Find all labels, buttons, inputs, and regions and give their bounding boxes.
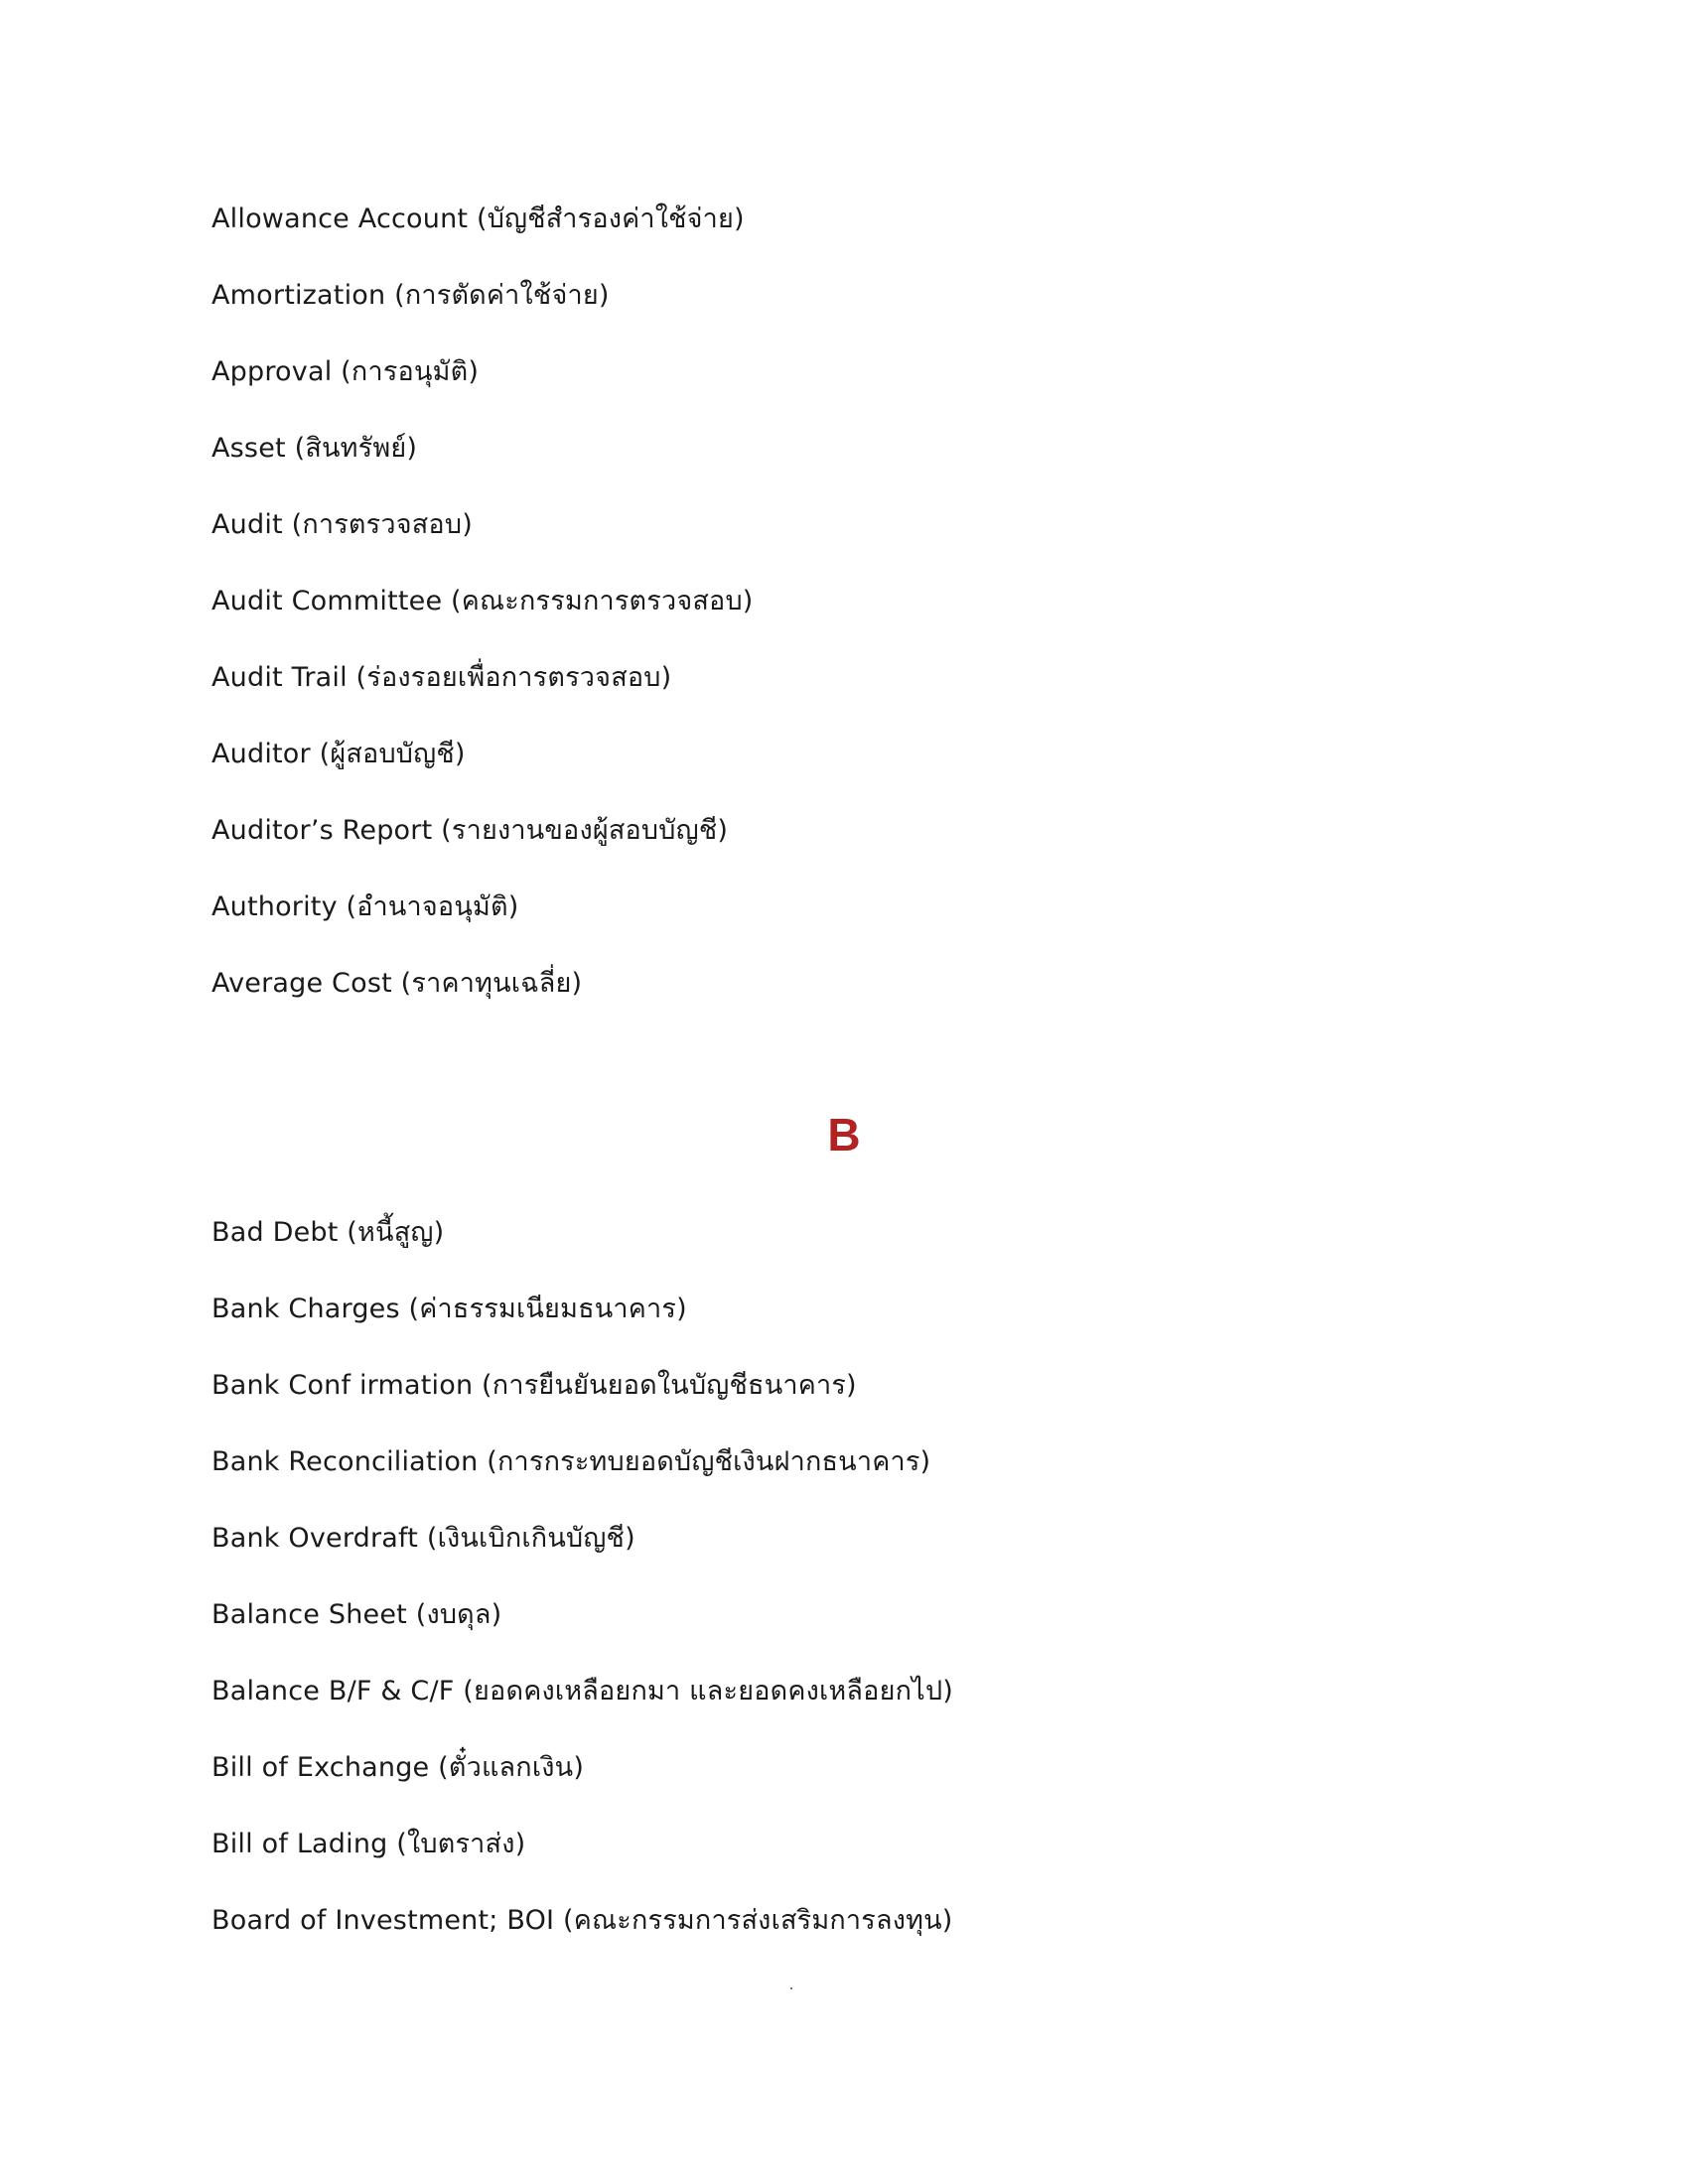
glossary-term: Audit Trail (ร่องรอยเพื่อการตรวจสอบ) xyxy=(211,662,672,693)
glossary-term: Authority (อำนาจอนุมัติ) xyxy=(211,891,519,922)
glossary-term: Bad Debt (หนี้สูญ) xyxy=(211,1217,445,1248)
glossary-term: Balance Sheet (งบดุล) xyxy=(211,1599,502,1630)
glossary-section-a xyxy=(211,195,1403,1035)
glossary-section-b xyxy=(211,1208,1403,1973)
glossary-term: Amortization (การตัดค่าใช้จ่าย) xyxy=(211,280,610,311)
glossary-term: Bill of Lading (ใบตราส่ง) xyxy=(211,1829,526,1859)
glossary-term: Allowance Account (บัญชีสำรองค่าใช้จ่าย) xyxy=(211,204,745,234)
glossary-term: Bank Conf irmation (การยืนยันยอดในบัญชีธนาคาร) xyxy=(211,1370,857,1401)
glossary-term: Approval (การอนุมัติ) xyxy=(211,356,480,387)
glossary-term: Audit Committee (คณะกรรมการตรวจสอบ) xyxy=(211,586,754,616)
glossary-term: Auditor’s Report (รายงานของผู้สอบบัญชี) xyxy=(211,815,729,846)
glossary-term: Bank Charges (ค่าธรรมเนียมธนาคาร) xyxy=(211,1294,687,1324)
glossary-term: Audit (การตรวจสอบ) xyxy=(211,509,473,540)
glossary-term: Bill of Exchange (ตั๋วแลกเงิน) xyxy=(211,1752,585,1783)
glossary-term: Average Cost (ราคาทุนเฉลี่ย) xyxy=(211,968,583,999)
glossary-term: Asset (สินทรัพย์) xyxy=(211,433,418,464)
glossary-term: Balance B/F & C/F (ยอดคงเหลือยกมา และยอดคงเหลือยกไป) xyxy=(211,1676,954,1706)
section-letter-heading: B xyxy=(827,1109,861,1160)
stray-dot-mark xyxy=(790,1987,792,1989)
glossary-term: Bank Overdraft (เงินเบิกเกินบัญชี) xyxy=(211,1523,635,1554)
glossary-term: Bank Reconciliation (การกระทบยอดบัญชีเงินฝากธนาคาร) xyxy=(211,1446,931,1477)
glossary-term: Board of Investment; BOI (คณะกรรมการส่งเสริมการลงทุน) xyxy=(211,1905,953,1936)
glossary-term: Auditor (ผู้สอบบัญชี) xyxy=(211,739,466,769)
